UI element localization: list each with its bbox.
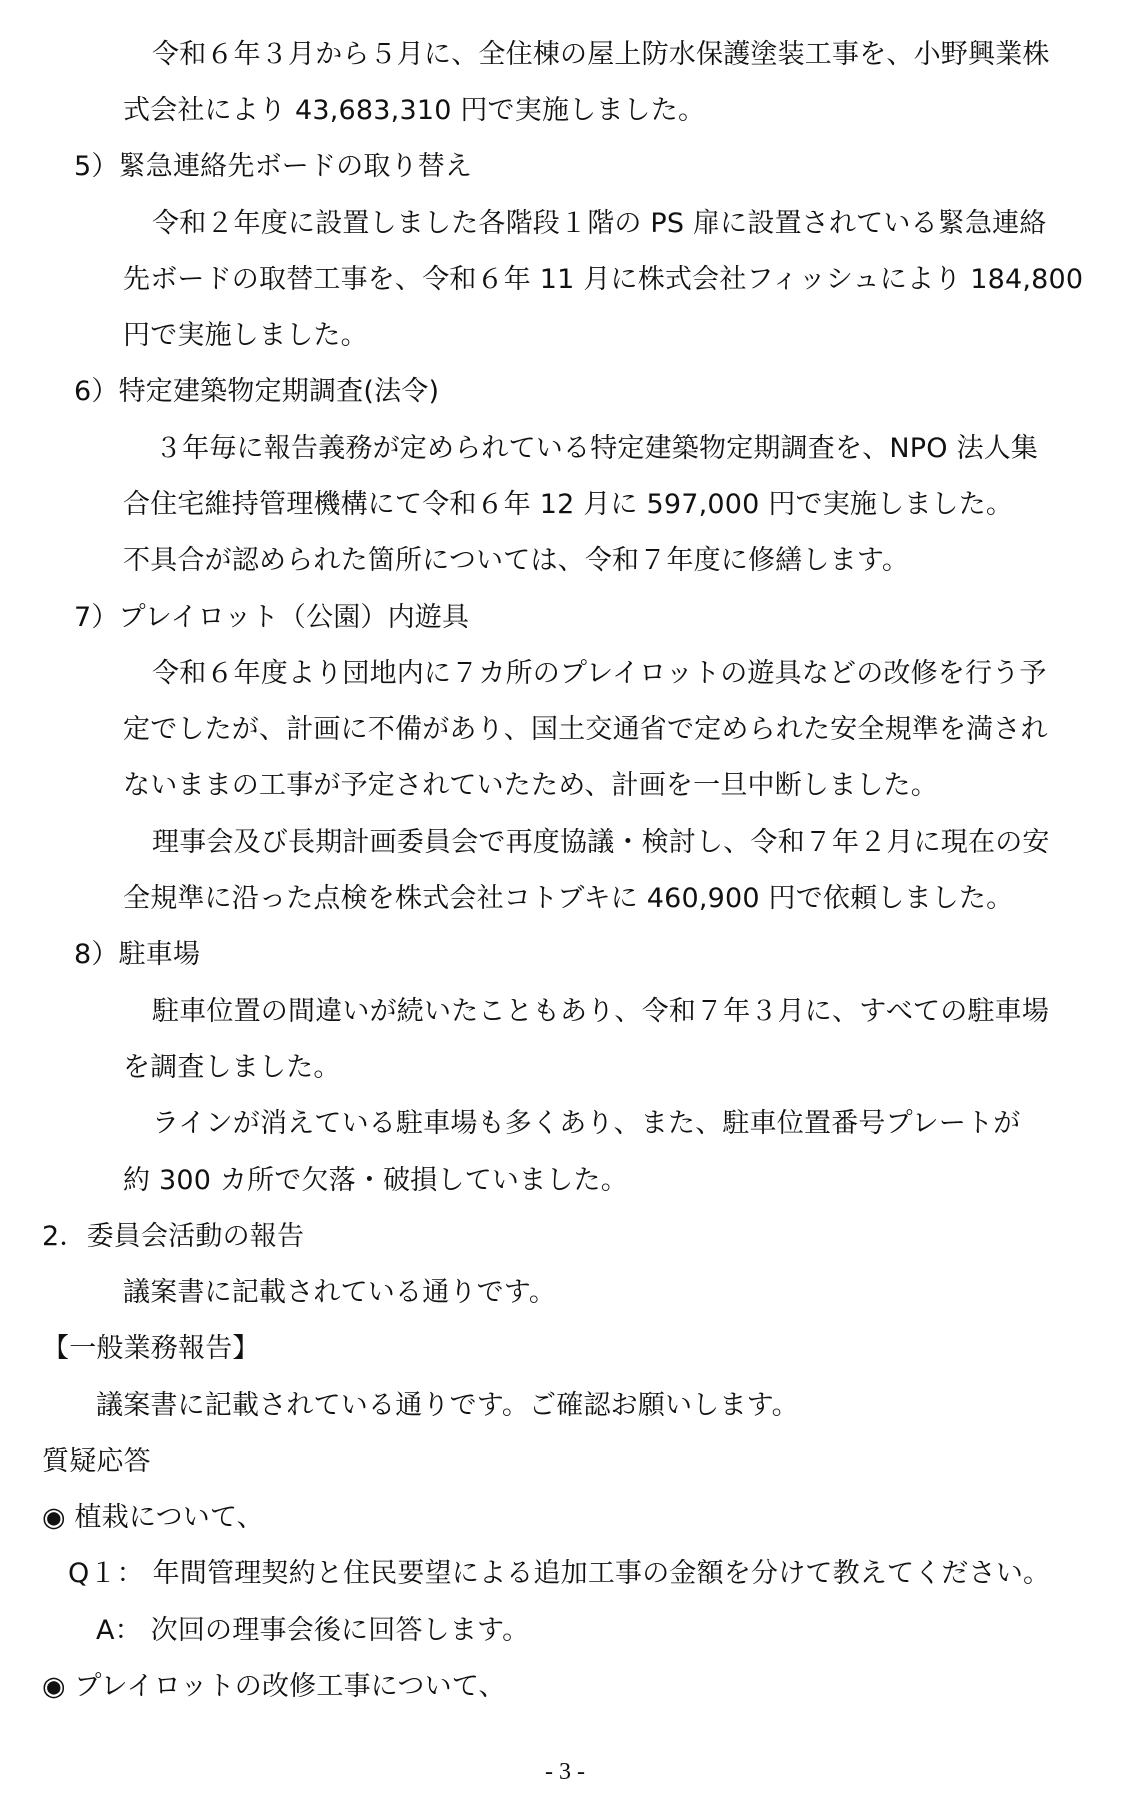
section-heading: 質疑応答 [42,1446,151,1477]
text-line: 理事会及び長期計画委員会で再度協議・検討し、令和７年２月に現在の安 [152,827,1050,858]
bullet-item: ◉ 植栽について、 [42,1502,264,1533]
text-line: を調査しました。 [123,1052,341,1083]
text-line: 式会社により 43,683,310 円で実施しました。 [123,95,706,126]
text-line: ラインが消えている駐車場も多くあり、また、駐車位置番号プレートが [152,1108,1021,1139]
page-number: - 3 - [545,1759,585,1785]
section-heading: 2．委員会活動の報告 [42,1221,305,1252]
text-line: 議案書に記載されている通りです。 [123,1277,557,1308]
section-heading: 5）緊急連絡先ボードの取り替え [74,151,473,182]
question-line: Q１： 年間管理契約と住民要望による追加工事の金額を分けて教えてください。 [68,1558,1051,1589]
text-line: 先ボードの取替工事を、令和６年 11 月に株式会社フィッシュにより 184,800 [123,264,1084,295]
text-line: 駐車位置の間違いが続いたこともあり、令和７年３月に、すべての駐車場 [152,996,1050,1027]
text-line: 全規準に沿った点検を株式会社コトブキに 460,900 円で依頼しました。 [123,883,1014,914]
text-line: 令和２年度に設置しました各階段１階の PS 扉に設置されている緊急連絡 [152,208,1047,239]
text-line: 合住宅維持管理機構にて令和６年 12 月に 597,000 円で実施しました。 [123,489,1014,520]
text-line: ないままの工事が予定されていたため、計画を一旦中断しました。 [123,770,938,801]
text-line: 不具合が認められた箇所については、令和７年度に修繕します。 [123,545,910,576]
section-heading: 【一般業務報告】 [42,1333,260,1364]
section-heading: 8）駐車場 [74,939,201,970]
answer-line: A： 次回の理事会後に回答します。 [96,1615,530,1646]
section-heading: 6）特定建築物定期調査(法令) [74,376,440,407]
text-line: 定でしたが、計画に不備があり、国土交通省で定められた安全規準を満され [123,714,1048,745]
bullet-item: ◉ プレイロットの改修工事について、 [42,1671,506,1702]
section-heading: 7）プレイロット（公園）内遊具 [74,602,470,633]
text-line: 令和６年３月から５月に、全住棟の屋上防水保護塗装工事を、小野興業株 [152,39,1050,70]
text-line: 約 300 カ所で欠落・破損していました。 [123,1165,628,1196]
text-line: 令和６年度より団地内に７カ所のプレイロットの遊具などの改修を行う予 [152,658,1047,689]
text-line: 円で実施しました。 [123,320,368,351]
text-line: ３年毎に報告義務が定められている特定建築物定期調査を、NPO 法人集 [155,433,1039,464]
text-line: 議案書に記載されている通りです。ご確認お願いします。 [96,1390,799,1421]
